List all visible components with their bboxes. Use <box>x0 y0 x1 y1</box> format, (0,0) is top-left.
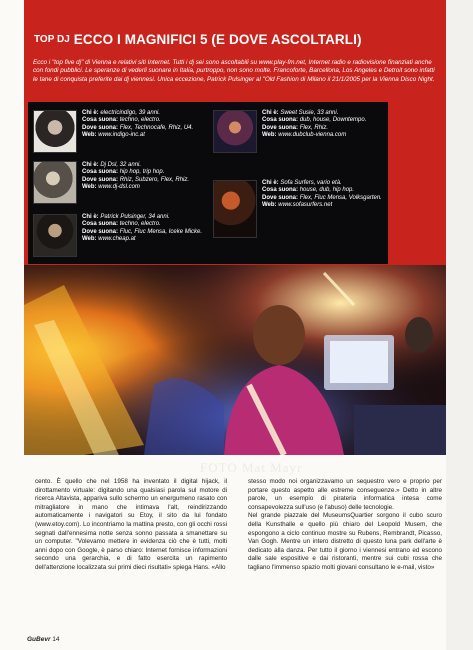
article-paragraph: stesso modo noi organizzavamo un sequestro vero e proprio per portare questo aspetto alle estreme conseguenze.» Detto in altre parole, un esempio di pirateria informatica intesa come consapevolezza sull'uso (e l'abuso) delle tecnologie. <box>248 478 442 511</box>
page-number: 14 <box>52 636 60 643</box>
dj-photo-sofa-surfers <box>213 180 257 238</box>
club-photo <box>24 265 446 455</box>
dj-web-link[interactable]: www.cheap.at <box>98 236 136 243</box>
dj-entry-electricindigo: Chi è: electricindigo, 39 anni. Cosa suona: techno, electro. Dove suona: Flex, Technocafe, Rhiz, U4. Web: www.indigo-inc.at <box>82 110 194 139</box>
dj-list-box <box>28 102 388 264</box>
dj-web-link[interactable]: www.indigo-inc.at <box>98 132 145 139</box>
club-photo-scene <box>24 265 446 455</box>
dj-entry-sweet-susie: Chi è: Sweet Susie, 33 anni. Cosa suona: dub, house, Downtempo. Dove suona: Flex, Rhiz. Web: www.dubclub-vienna.com <box>262 110 367 139</box>
title-prefix: TOP DJ <box>34 34 70 45</box>
dj-entry-dsl: Chi è: Dj Dsl, 32 anni. Cosa suona: hip hop, trip hop. Dove suona: Rhiz, Subzero, Flex, Rhiz. Web: www.dj-dsl.com <box>82 162 190 191</box>
dj-web-link[interactable]: www.sofasurfers.net <box>278 202 333 209</box>
dj-entry-sofa-surfers: Chi è: Sofa Surfers, vario età. Cosa suona: house, dub, hip hop. Dove suona: Flex, Fluc Mensa, Volksgarten. Web: www.sofasurfers.net <box>262 180 382 209</box>
article-paragraph: Nel grande piazzale del MuseumsQuartier sorgono il cubo scuro della Kunsthalle e quello più chiaro del Leopold Musem, che espongono a ciclo continuo mostre su Rubens, Rembrandt, Picasso, Van Gogh. Mentre un intero distretto di questo luna park dell'arte è dedicato alla danza. Per tutto il giorno i viennesi entrano ed escono dalle sale espositive e dai ristoranti, mentre sui cubi rossa che tagliano l'immenso spazio molti giovani consultano le e-mail, visto» <box>248 512 442 571</box>
dj-photo-electricindigo <box>33 110 77 153</box>
dj-photo-sweet-susie <box>213 110 257 153</box>
intro-paragraph: Ecco i "top five dj" di Vienna e relativi siti Internet. Tutti i dj sei sono ascoltabili su www.play-fm.net, Internet radio e radiovisione finanziati anche con fondi pubblici. Le speranze di vederli suonare in Italia, purtroppo, non sono molte. Francoforte, Barcellona, Los Angeles e Detroit sono infatti le tane di conquista preferite dai dj viennesi. Unica eccezione, Patrick Pulsinger al "Old Fashion di Milano il 21/1/2005 per la Vienna Disco Night. <box>33 59 435 83</box>
dj-web-link[interactable]: www.dubclub-vienna.com <box>278 132 347 139</box>
dj-photo-pulsinger <box>33 214 77 257</box>
dj-photo-dsl <box>33 161 77 204</box>
article-column-right <box>248 478 442 573</box>
title-text: ECCO I MAGNIFICI 5 (E DOVE ASCOLTARLI) <box>73 32 362 47</box>
magazine-logo: GuBevr <box>27 636 51 643</box>
photo-caption: FOTO Mat Mayr <box>200 460 303 475</box>
page-edge <box>446 0 473 650</box>
page-title <box>34 31 444 49</box>
dj-entry-pulsinger: Chi è: Patrick Pulsinger, 34 anni. Cosa suona: techno, electro. Dove suona: Fluc, Fluc Mensa, Iceke Micke. Web: www.cheap.at <box>82 214 203 243</box>
page-footer <box>27 636 60 643</box>
dj-web-link[interactable]: www.dj-dsl.com <box>98 184 140 191</box>
article-column-left: cento. È quello che nel 1958 ha inventato il digital hijack, il dirottamento virtuale: digitando una qualsiasi parola sul motore di ricerca Altavista, appariva sullo schermo un energumeno rasato con mitragliatore in mano che intimava l'alt, reindirizzando automaticamente i navigatori su Etoy, il sito da lui fondato (www.etoy.com). Lo incontriamo la mattina presto, con gli occhi rossi segnati dall'ennesima notte senza sonno passata a smanettare su un computer. "Volevamo mettere in evidenza ciò che è tutti, molti anni dopo con Google, è parso chiaro: Internet fornisce informazioni secondo una gerarchia, e di fatto esercita un rapimento dell'attenzione localizzata sui primi dieci risultati» spiega Hans. «Allo <box>35 478 227 571</box>
